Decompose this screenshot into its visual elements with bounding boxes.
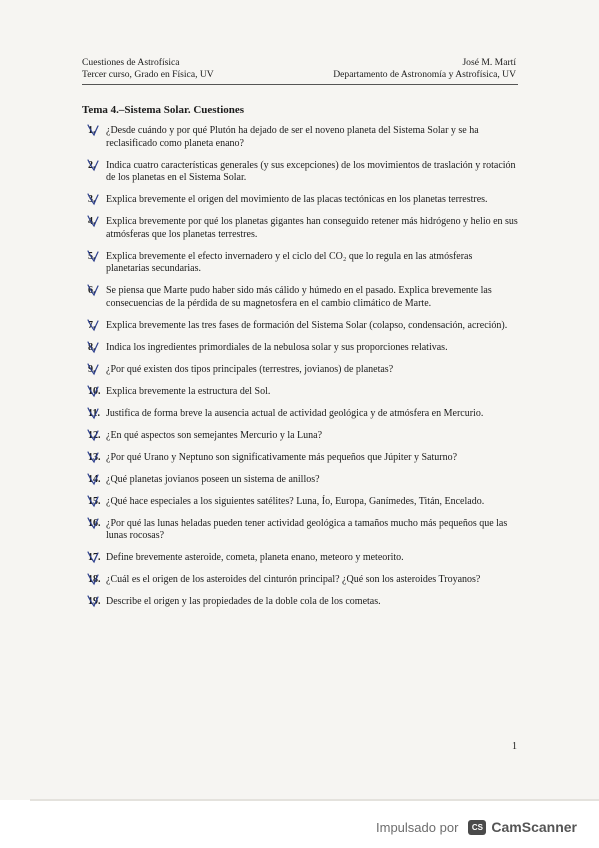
pen-tick-icon — [87, 384, 99, 398]
question-item — [88, 160, 518, 185]
header-course — [82, 57, 214, 81]
question-text: Explica brevemente el efecto invernadero y el ciclo del CO₂ que lo regula en las atmósferas planetarias secundarias. — [106, 250, 473, 274]
question-number: 13. — [88, 451, 101, 463]
question-number: 1. — [88, 125, 96, 136]
question-text: ¿Por qué las lunas heladas pueden tener actividad geológica a tamaños mucho más pequeños que las lunas rocosas? — [106, 517, 508, 541]
question-item — [88, 518, 518, 543]
course-year: Tercer curso, Grado en Física, UV — [82, 69, 214, 80]
watermark-label: Impulsado por — [376, 819, 459, 835]
question-item — [88, 251, 518, 276]
pen-tick-icon — [87, 450, 99, 464]
question-text: ¿Cuál es el origen de los asteroides del cinturón principal? ¿Qué son los asteroides Troyanos? — [106, 574, 481, 585]
question-item — [88, 430, 518, 443]
question-text: Se piensa que Marte pudo haber sido más cálido y húmedo en el pasado. Explica brevemente las consecuencias de la pérdida de su magnetosfera en el cambio climático de Marte. — [106, 285, 492, 309]
pen-tick-icon — [87, 472, 99, 486]
pen-tick-icon — [87, 123, 99, 137]
header-author — [333, 57, 516, 81]
question-number: 17. — [88, 552, 101, 563]
pen-tick-icon — [87, 516, 99, 530]
question-text: Explica brevemente las tres fases de formación del Sistema Solar (colapso, condensación, acreción). — [106, 319, 508, 331]
question-number: 19. — [88, 596, 101, 607]
question-number: 3. — [88, 194, 96, 205]
question-text: ¿Por qué Urano y Neptuno son significativamente más pequeños que Júpiter y Saturno? — [106, 451, 458, 463]
question-number: 16. — [88, 517, 101, 529]
question-item — [88, 386, 518, 399]
pen-tick-icon — [87, 318, 99, 332]
question-text: Describe el origen y las propiedades de la doble cola de los cometas. — [106, 596, 381, 607]
question-number: 7. — [88, 319, 96, 331]
section-title: Tema 4.–Sistema Solar. Cuestiones — [82, 104, 245, 116]
question-item — [88, 364, 518, 377]
question-text: Explica brevemente la estructura del Sol. — [106, 385, 271, 397]
pen-tick-icon — [87, 192, 99, 206]
pen-tick-icon — [87, 340, 99, 354]
question-text: Explica brevemente el origen del movimiento de las placas tectónicas en los planetas terrestres. — [106, 194, 488, 205]
pen-tick-icon — [87, 249, 99, 263]
question-item — [88, 342, 518, 355]
question-item — [88, 452, 518, 465]
page-number: 1 — [512, 741, 517, 752]
question-text: ¿Qué hace especiales a los siguientes satélites? Luna, Ío, Europa, Ganímedes, Titán, Encelado. — [106, 495, 485, 507]
question-item — [88, 320, 518, 333]
question-number: 12. — [88, 429, 101, 441]
course-name: Cuestiones de Astrofísica — [82, 57, 180, 68]
question-text: Indica cuatro características generales (y sus excepciones) de los movimientos de traslación y rotación de los planetas en el Sistema Solar. — [106, 159, 516, 183]
pen-tick-icon — [87, 428, 99, 442]
question-item — [88, 194, 518, 207]
question-number: 4. — [88, 216, 96, 227]
author-name: José M. Martí — [462, 57, 516, 68]
question-number: 11. — [88, 407, 100, 419]
question-number: 10. — [88, 385, 101, 397]
question-text: ¿Por qué existen dos tipos principales (terrestres, jovianos) de planetas? — [106, 363, 394, 375]
page-edge — [30, 799, 599, 801]
question-item — [88, 408, 518, 421]
watermark-brand: CamScanner — [491, 819, 577, 835]
question-number: 18. — [88, 574, 101, 585]
question-text: ¿Qué planetas jovianos poseen un sistema de anillos? — [106, 473, 320, 485]
question-number: 2. — [88, 159, 96, 171]
pen-tick-icon — [87, 494, 99, 508]
camscanner-logo-icon: CS — [468, 820, 486, 835]
question-item — [88, 574, 518, 587]
department-name: Departamento de Astronomía y Astrofísica, UV — [333, 69, 516, 80]
pen-tick-icon — [87, 362, 99, 376]
question-list — [88, 125, 518, 618]
question-text: Explica brevemente por qué los planetas gigantes han conseguido retener más hidrógeno y helio en sus atmósferas que los planetas terrestres. — [106, 216, 518, 240]
question-item — [88, 596, 518, 609]
question-number: 9. — [88, 363, 96, 375]
question-text: ¿En qué aspectos son semejantes Mercurio y la Luna? — [106, 429, 323, 441]
question-number: 6. — [88, 285, 96, 296]
question-item — [88, 285, 518, 310]
pen-tick-icon — [87, 594, 99, 608]
question-text: ¿Desde cuándo y por qué Plutón ha dejado de ser el noveno planeta del Sistema Solar y se ha reclasificado como planeta enano? — [106, 125, 479, 149]
pen-tick-icon — [87, 572, 99, 586]
question-text: Indica los ingredientes primordiales de la nebulosa solar y sus proporciones relativas. — [106, 341, 448, 353]
question-text: Justifica de forma breve la ausencia actual de actividad geológica y de atmósfera en Mercurio. — [106, 407, 484, 419]
question-item — [88, 496, 518, 509]
header-rule — [82, 84, 518, 85]
question-item — [88, 125, 518, 150]
pen-tick-icon — [87, 550, 99, 564]
question-item — [88, 216, 518, 241]
question-number: 14. — [88, 473, 101, 485]
question-item — [88, 552, 518, 565]
pen-tick-icon — [87, 158, 99, 172]
pen-tick-icon — [87, 214, 99, 228]
question-number: 5. — [88, 250, 96, 262]
question-text: Define brevemente asteroide, cometa, planeta enano, meteoro y meteorito. — [106, 552, 404, 563]
question-item — [88, 474, 518, 487]
camscanner-watermark — [376, 816, 577, 838]
pen-tick-icon — [87, 283, 99, 297]
question-number: 15. — [88, 495, 101, 507]
pen-tick-icon — [87, 406, 99, 420]
question-number: 8. — [88, 341, 96, 353]
